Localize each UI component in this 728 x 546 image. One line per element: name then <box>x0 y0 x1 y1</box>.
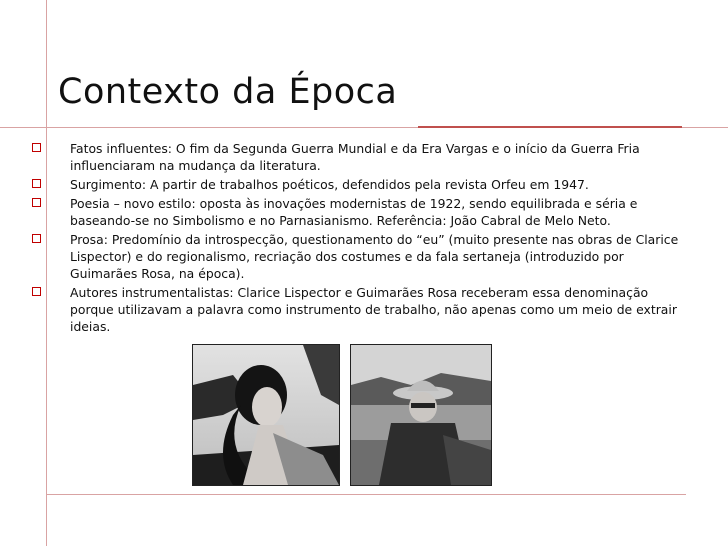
photo-guimaraes-rosa <box>350 344 492 486</box>
bullet-item <box>28 140 692 174</box>
bullet-text: Surgimento: A partir de trabalhos poéticos, defendidos pela revista Orfeu em 1947. <box>70 177 589 192</box>
title-underline-accent <box>418 126 682 128</box>
hollow-square-bullet-icon <box>32 287 41 296</box>
hollow-square-bullet-icon <box>32 198 41 207</box>
slide-title: Contexto da Época <box>58 72 398 112</box>
bullet-text: Fatos influentes: O fim da Segunda Guerra Mundial e da Era Vargas e o início da Guerra Fria influenciaram na mudança da literatura. <box>70 141 640 173</box>
bullet-item <box>28 195 692 229</box>
bullet-text: Autores instrumentalistas: Clarice Lispector e Guimarães Rosa receberam essa denominação porque utilizavam a palavra como instrumento de trabalho, não apenas como um meio de extrair ideias. <box>70 285 677 334</box>
bullet-item <box>28 176 692 193</box>
bullet-text: Prosa: Predomínio da introspecção, questionamento do “eu” (muito presente nas obras de Clarice Lispector) e do regionalismo, recriação dos costumes e da fala sertaneja (introduzido por Guimarães Rosa, na época). <box>70 232 679 281</box>
bullet-item <box>28 231 692 282</box>
bullet-text: Poesia – novo estilo: oposta às inovações modernistas de 1922, sendo equilibrada e séria e baseando-se no Simbolismo e no Parnasianismo. Referência: João Cabral de Melo Neto. <box>70 196 638 228</box>
hollow-square-bullet-icon <box>32 143 41 152</box>
hollow-square-bullet-icon <box>32 234 41 243</box>
photo-clarice-lispector <box>192 344 340 486</box>
footer-rule <box>46 494 686 495</box>
hollow-square-bullet-icon <box>32 179 41 188</box>
bullet-item <box>28 284 692 335</box>
bullet-list <box>28 140 692 337</box>
